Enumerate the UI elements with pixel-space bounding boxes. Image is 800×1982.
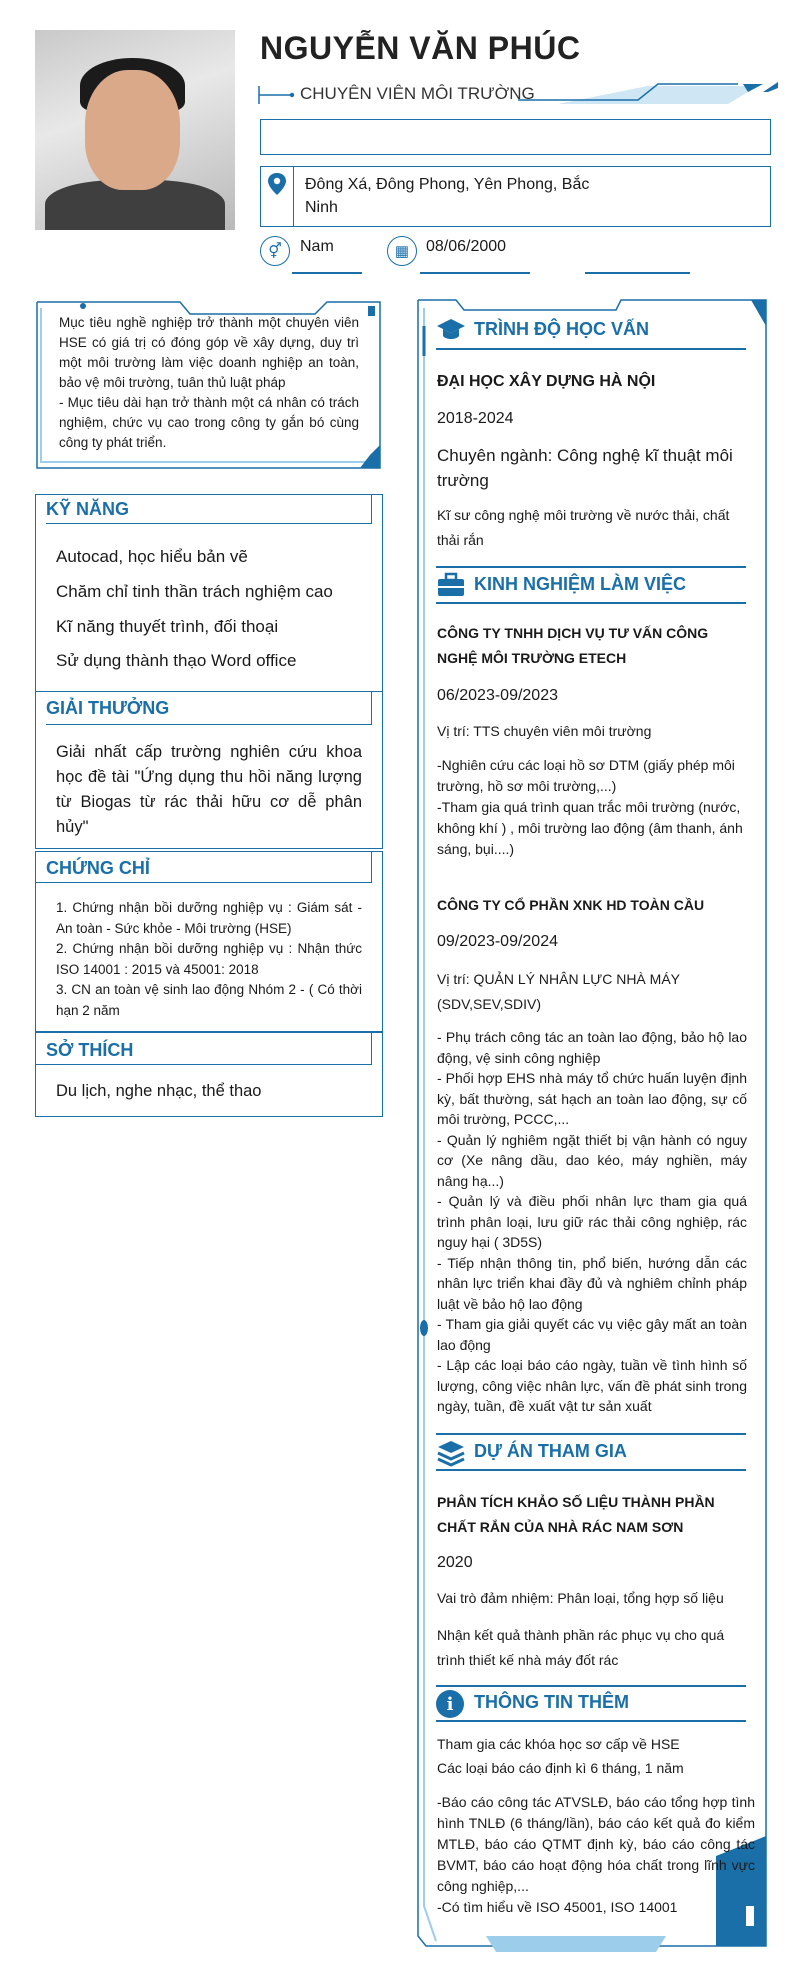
skill-item: Sử dụng thành thạo Word office (56, 651, 297, 670)
skills-section (35, 494, 383, 692)
education-school: ĐẠI HỌC XÂY DỰNG HÀ NỘI (437, 373, 656, 390)
briefcase-icon (436, 572, 466, 598)
skill-item: Autocad, học hiểu bản vẽ (56, 547, 248, 566)
birthday-value: 08/06/2000 (426, 238, 507, 255)
profile-photo (35, 30, 235, 230)
projects-top-divider (436, 1433, 746, 1435)
job-title: CHUYÊN VIÊN MÔI TRƯỜNG (300, 84, 535, 103)
awards-text: Giải nhất cấp trường nghiên cứu khoa học đề tài "Ứng dụng thu hồi năng lượng từ Biogas từ rác thải hữu cơ dễ phân hủy" (56, 743, 362, 836)
candidate-name: NGUYỄN VĂN PHÚC (260, 30, 581, 66)
job-description: -Nghiên cứu các loại hồ sơ DTM (giấy phép môi trường, hồ sơ môi trường,...) -Tham gia quá trình quan trắc môi trường (nước, không khí ) , môi trường lao động (âm thanh, ánh sáng, bụi....) (437, 757, 743, 857)
address-box (260, 166, 771, 227)
calendar-icon: ▦ (387, 236, 417, 266)
location-pin-icon (261, 167, 293, 207)
address-icon-cell (261, 167, 294, 226)
certificates-title: CHỨNG CHỈ (46, 858, 150, 878)
project-result: Nhận kết quả thành phần rác phục vụ cho quá trình thiết kế nhà máy đốt rác (437, 1627, 725, 1668)
info-icon: i (436, 1690, 464, 1718)
extra-top-divider (436, 1685, 746, 1687)
address-text: Đông Xá, Đông Phong, Yên Phong, Bắc Ninh (305, 176, 590, 216)
job-company: CÔNG TY CỔ PHẦN XNK HD TOÀN CẦU (437, 897, 705, 913)
job-position: Vị trí: TTS chuyên viên môi trường (437, 723, 652, 739)
extra-line-2: Các loại báo cáo định kì 6 tháng, 1 năm (437, 1760, 684, 1776)
projects-title: DỰ ÁN THAM GIA (474, 1441, 627, 1461)
certificates-section (35, 851, 383, 1033)
objective-section (35, 300, 382, 470)
skill-item: Chăm chỉ tinh thần trách nghiệm cao (56, 582, 333, 601)
objective-text: Mục tiêu nghề nghiệp trở thành một chuyên viên HSE có giá trị có đóng góp về xây dựng, duy trì một môi trường làm việc doanh nghiệp an toàn, bảo vệ môi trường, tuân thủ luật pháp - Mục tiêu dài hạn trở thành một cá nhân có trách nghiệm, chức vụ cao trong công ty gắn bó cùng công ty phát triển. (59, 315, 359, 450)
education-divider (436, 348, 746, 350)
empty-field-underline (585, 272, 690, 274)
job-position: Vị trí: QUẢN LÝ NHÂN LỰC NHÀ MÁY (SDV,SEV,SDIV) (437, 971, 680, 1012)
skills-title: KỸ NĂNG (46, 499, 130, 519)
experience-title: KINH NGHIỆM LÀM VIỆC (474, 574, 687, 594)
extra-text: -Báo cáo công tác ATVSLĐ, báo cáo tổng hợp tình hình TNLĐ (6 tháng/lần), báo cáo kết quả đo kiểm MTLĐ, báo cáo QTMT định kỳ, báo cáo công tác BVMT, báo cáo hoạt động hóa chất trong lĩnh vực công nghiệp,... -Có tìm hiểu về ISO 45001, ISO 14001 (437, 1794, 755, 1915)
hobbies-section (35, 1031, 383, 1117)
hobbies-text: Du lịch, nghe nhạc, thể thao (56, 1082, 262, 1100)
awards-title: GIẢI THƯỞNG (46, 698, 170, 718)
hobbies-title: SỞ THÍCH (46, 1040, 134, 1060)
education-major: Chuyên ngành: Công nghệ kĩ thuật môi trường (437, 446, 733, 490)
project-year: 2020 (437, 1554, 473, 1571)
certificates-text: 1. Chứng nhận bồi dưỡng nghiệp vụ : Giám sát - An toàn - Sức khỏe - Môi trường (HSE) 2. Chứng nhận bồi dưỡng nghiệp vụ : Nhận thức ISO 14001 : 2015 và 45001: 2018 3. CN an toàn vệ sinh lao động Nhóm 2 - ( Có thời hạn 2 năm (56, 900, 362, 1018)
job-description: - Phụ trách công tác an toàn lao động, bảo hộ lao động, vệ sinh công nghiệp - Phối hợp EHS nhà máy tổ chức huấn luyện định kỳ, bất thường, sát hạch an toàn lao động, sự cố môi trường, PCCC,... - Quản lý nghiêm ngặt thiết bị vận hành có nguy cơ (Xe nâng dầu, dao kéo, máy nghiền, máy nâng hạ...) - Quản lý và điều phối nhân lực tham gia quá trình phân loại, lưu giữ rác thải công nghiệp, rác nguy hại ( 3D5S) - Tiếp nhận thông tin, phổ biến, hướng dẫn các nhân lực triển khai đầy đủ và nghiêm chỉnh pháp luật về bảo hộ lao động - Tham gia giải quyết các vụ việc gây mất an toàn lao động - Lập các loại báo cáo ngày, tuần về tình hình số lượng, công việc nhân lực, vấn đề phát sinh trong ngày, tuần, đề xuất vật tư sản xuất (437, 1029, 747, 1414)
experience-divider (436, 602, 746, 604)
job-period: 06/2023-09/2023 (437, 687, 558, 704)
education-detail: Kĩ sư công nghệ môi trường về nước thải, chất thải rắn (437, 507, 730, 548)
graduation-cap-icon (436, 316, 466, 342)
gender-value: Nam (300, 238, 334, 255)
project-role: Vai trò đảm nhiệm: Phân loại, tổng hợp số liệu (437, 1590, 724, 1606)
projects-divider (436, 1469, 746, 1471)
gender-underline (292, 272, 362, 274)
header-empty-field (260, 119, 771, 155)
extra-line-1: Tham gia các khóa học sơ cấp về HSE (437, 1736, 680, 1752)
education-title: TRÌNH ĐỘ HỌC VẤN (474, 319, 649, 339)
job-period: 09/2023-09/2024 (437, 933, 558, 950)
experience-top-divider (436, 566, 746, 568)
awards-section (35, 691, 383, 849)
extra-title: THÔNG TIN THÊM (474, 1692, 629, 1712)
gender-icon: ⚥ (260, 236, 290, 266)
extra-divider (436, 1720, 746, 1722)
skill-item: Kĩ năng thuyết trình, đối thoại (56, 617, 279, 636)
layers-icon (436, 1439, 466, 1467)
birthday-underline (420, 272, 530, 274)
education-years: 2018-2024 (437, 410, 514, 427)
job-company: CÔNG TY TNHH DỊCH VỤ TƯ VẤN CÔNG NGHỆ MÔI TRƯỜNG ETECH (437, 625, 709, 666)
project-name: PHÂN TÍCH KHẢO SỐ LIỆU THÀNH PHẦN CHẤT RẮN CỦA NHÀ RÁC NAM SƠN (437, 1494, 715, 1535)
